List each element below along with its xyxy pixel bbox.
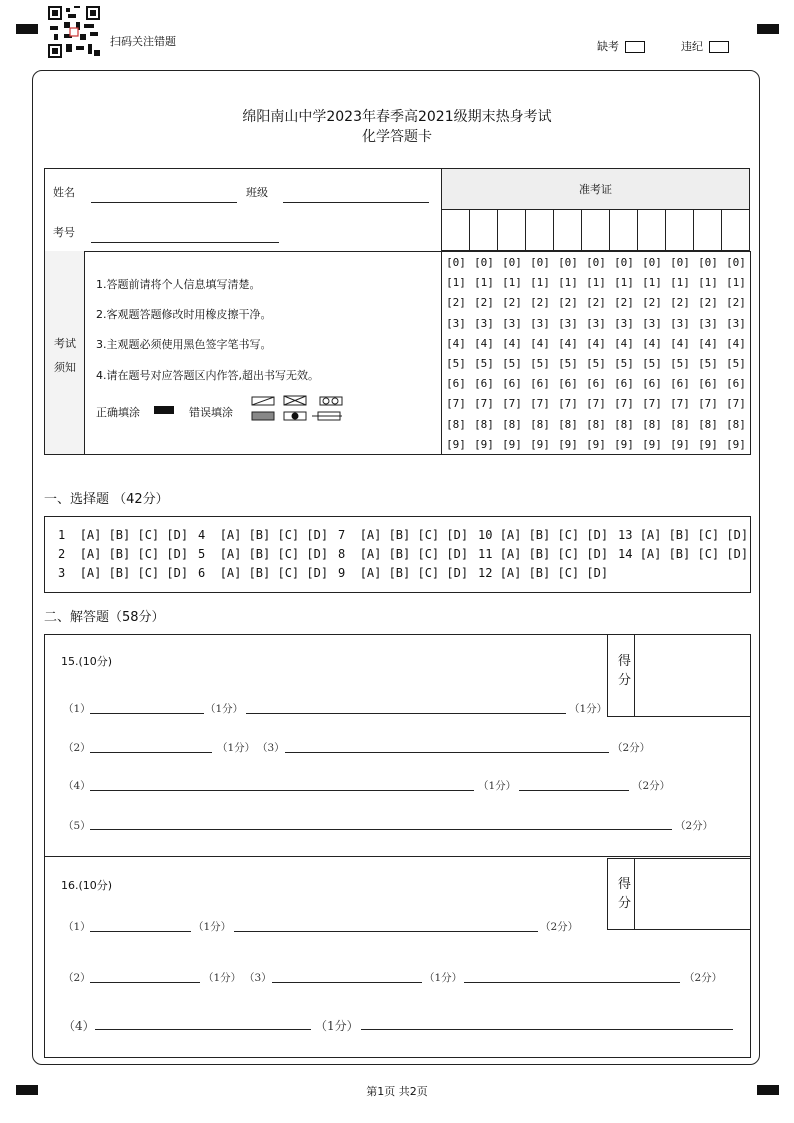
choice-options[interactable]: [A] [B] [C] [D] [219,547,329,561]
q15-part4-blank-b[interactable] [519,790,629,791]
q16-part4-blank-a[interactable] [95,1029,311,1030]
digit-bubble[interactable]: [4] [726,336,746,350]
digit-bubble[interactable]: [3] [642,316,662,330]
digit-bubble[interactable]: [5] [586,357,606,371]
digit-bubble[interactable]: [7] [502,397,522,411]
q16-part2-score: （1分） [203,972,242,984]
digit-bubble[interactable]: [8] [614,417,634,431]
choice-row-6[interactable] [198,566,328,580]
q15-part3-score: （2分） [612,742,651,754]
choice-options[interactable]: [A] [B] [C] [D] [219,528,329,542]
choice-options[interactable]: [A] [B] [C] [D] [79,547,189,561]
q15-part4-score-b: （2分） [632,780,671,792]
digit-bubble[interactable]: [7] [670,397,690,411]
q15-part4-label: （4） [63,780,91,792]
digit-column[interactable] [723,253,749,455]
digit-bubble[interactable]: [2] [530,296,550,310]
digit-bubble[interactable]: [3] [502,316,522,330]
qr-caption: 扫码关注错题 [110,35,176,48]
digit-bubble[interactable]: [5] [530,357,550,371]
digit-bubble[interactable]: [1] [502,276,522,290]
choice-row-1[interactable] [58,528,188,542]
absent-marker[interactable] [597,38,645,54]
digit-column[interactable] [639,253,665,455]
digit-bubble[interactable]: [6] [586,377,606,391]
class-label: 班级 [246,186,268,199]
digit-bubble[interactable]: [3] [586,316,606,330]
digit-bubble[interactable]: [2] [614,296,634,310]
digit-bubble[interactable]: [9] [642,437,662,451]
class-field[interactable] [283,202,429,203]
digit-bubble[interactable]: [6] [614,377,634,391]
q15-score-label-1: 得 [618,654,632,669]
q15-part5-label: （5） [63,820,91,832]
choice-row-11[interactable] [478,547,608,561]
digit-bubble[interactable]: [6] [558,377,578,391]
choice-options[interactable]: [A] [B] [C] [D] [219,566,329,580]
correct-fill-sample [154,406,174,414]
digit-bubble[interactable]: [9] [474,437,494,451]
digit-bubble[interactable]: [8] [642,417,662,431]
q16-part4-score: （1分） [315,1019,359,1033]
digit-bubble[interactable]: [6] [726,377,746,391]
digit-bubble[interactable]: [2] [558,296,578,310]
digit-bubble[interactable]: [5] [474,357,494,371]
digit-column[interactable] [667,253,693,455]
exam-no-label: 考号 [53,226,75,239]
digit-bubble[interactable]: [3] [670,316,690,330]
digit-bubble[interactable]: [0] [474,256,494,269]
admission-header [442,169,750,210]
q15-part4-score-a: （1分） [478,780,517,792]
admission-label: 准考证 [579,183,612,196]
digit-column[interactable] [583,253,609,455]
question-number: 11 [478,547,493,561]
digit-bubble[interactable]: [4] [670,336,690,350]
question-number: 1 [58,528,66,542]
digit-bubble[interactable]: [1] [474,276,494,290]
question-number: 8 [338,547,346,561]
question-number: 14 [618,547,633,561]
admission-digit-box[interactable] [582,210,610,251]
digit-bubble[interactable]: [5] [502,357,522,371]
q15-part2-label: （2） [63,742,91,754]
choice-options[interactable]: [A] [B] [C] [D] [499,528,609,542]
question-number: 3 [58,566,66,580]
digit-bubble[interactable]: [5] [698,357,718,371]
question-number: 13 [618,528,633,542]
digit-bubble[interactable]: [2] [698,296,718,310]
digit-bubble[interactable]: [5] [614,357,634,371]
name-label: 姓名 [53,186,75,199]
admission-digit-box[interactable] [526,210,554,251]
q16-score-label-2: 分 [618,896,632,911]
digit-bubble[interactable]: [3] [530,316,550,330]
q16-part3-blank-b[interactable] [464,982,680,983]
question-number: 6 [198,566,206,580]
digit-bubble[interactable]: [3] [726,316,746,330]
q15-score-divider [634,634,635,717]
digit-bubble[interactable]: [0] [642,256,662,269]
digit-bubble[interactable]: [0] [670,256,690,269]
digit-bubble[interactable]: [1] [670,276,690,290]
digit-bubble[interactable]: [5] [642,357,662,371]
digit-bubble[interactable]: [6] [530,377,550,391]
notice-item-2: 2.客观题答题修改时用橡皮擦干净。 [96,308,272,321]
digit-bubble[interactable]: [9] [698,437,718,451]
digit-bubble[interactable]: [0] [558,256,578,269]
notice-side-bottom: 须知 [54,361,76,374]
digit-bubble[interactable]: [5] [726,357,746,371]
digit-column[interactable] [527,253,553,455]
choice-options[interactable]: [A] [B] [C] [D] [359,566,469,580]
digit-bubble[interactable]: [1] [726,276,746,290]
digit-bubble[interactable]: [1] [614,276,634,290]
digit-column[interactable] [695,253,721,455]
digit-bubble[interactable]: [3] [614,316,634,330]
digit-bubble[interactable]: [4] [586,336,606,350]
wrong-fill-label: 错误填涂 [189,406,233,419]
wrong-fill-samples [250,395,346,425]
q16-score-label-1: 得 [618,877,632,892]
digit-bubble[interactable]: [9] [726,437,746,451]
q16-part3-score-a: （1分） [424,972,463,984]
choice-row-10[interactable] [478,528,608,542]
name-field[interactable] [91,202,237,203]
digit-bubble[interactable]: [1] [698,276,718,290]
digit-column[interactable] [555,253,581,455]
admission-digit-box[interactable] [442,210,470,251]
digit-bubble[interactable]: [6] [446,377,466,391]
notice-item-4: 4.请在题号对应答题区内作答,超出书写无效。 [96,369,319,382]
q16-part1-score-b: （2分） [540,921,579,933]
digit-bubble[interactable]: [0] [586,256,606,269]
absent-label: 缺考 [597,40,619,53]
choice-row-7[interactable] [338,528,468,542]
digit-bubble[interactable]: [8] [446,417,466,431]
digit-bubble[interactable]: [2] [502,296,522,310]
q15-part1-score-a: （1分） [205,703,244,715]
digit-bubble[interactable]: [9] [446,437,466,451]
q16-part1-blank-a[interactable] [90,931,191,932]
digit-bubble[interactable]: [3] [698,316,718,330]
digit-bubble[interactable]: [4] [474,336,494,350]
digit-bubble[interactable]: [6] [474,377,494,391]
digit-bubble[interactable]: [5] [446,357,466,371]
alignment-mark-top-left [16,24,38,34]
admission-number-grid [441,168,750,251]
digit-bubble[interactable]: [4] [614,336,634,350]
notice-item-3: 3.主观题必须使用黑色签字笔书写。 [96,338,272,351]
q16-title: 16.(10分) [61,879,113,892]
digit-bubble[interactable]: [8] [670,417,690,431]
digit-bubble[interactable]: [4] [558,336,578,350]
digit-bubble[interactable]: [1] [558,276,578,290]
q15-part1-blank-b[interactable] [246,713,566,714]
choice-options[interactable]: [A] [B] [C] [D] [499,547,609,561]
violation-checkbox[interactable] [709,41,729,53]
digit-bubble[interactable]: [7] [642,397,662,411]
choice-row-5[interactable] [198,547,328,561]
digit-bubble[interactable]: [0] [698,256,718,269]
q15-part5-score: （2分） [675,820,714,832]
digit-bubble[interactable]: [4] [502,336,522,350]
digit-bubble[interactable]: [4] [530,336,550,350]
q16-part3-label: （3） [244,972,272,984]
choice-options[interactable]: [A] [B] [C] [D] [639,547,749,561]
digit-bubble[interactable]: [1] [530,276,550,290]
digit-bubble[interactable]: [5] [558,357,578,371]
digit-bubble[interactable]: [2] [726,296,746,310]
q16-part4-blank-b[interactable] [361,1029,733,1030]
page-footer: 第1页 共2页 [366,1085,428,1098]
q15-part2-blank[interactable] [90,752,212,753]
exam-no-field[interactable] [91,242,279,243]
admission-digit-box[interactable] [610,210,638,251]
digit-bubble[interactable]: [4] [446,336,466,350]
question-number: 9 [338,566,346,580]
question-number: 7 [338,528,346,542]
digit-bubble[interactable]: [6] [670,377,690,391]
q16-part4-label: （4） [63,1019,95,1033]
digit-bubble[interactable]: [8] [502,417,522,431]
choice-row-13[interactable] [618,528,748,542]
digit-bubble[interactable]: [7] [558,397,578,411]
digit-bubble[interactable]: [8] [558,417,578,431]
digit-bubble[interactable]: [9] [614,437,634,451]
q16-part3-blank-a[interactable] [272,982,422,983]
digit-bubble[interactable]: [8] [726,417,746,431]
absent-checkbox[interactable] [625,41,645,53]
digit-bubble[interactable]: [9] [502,437,522,451]
q16-part1-label: （1） [63,921,91,933]
digit-bubble[interactable]: [9] [670,437,690,451]
digit-bubble[interactable]: [7] [446,397,466,411]
digit-bubble[interactable]: [7] [530,397,550,411]
choice-row-9[interactable] [338,566,468,580]
q15-part5-blank[interactable] [90,829,672,830]
digit-bubble[interactable]: [6] [698,377,718,391]
admission-digit-box[interactable] [554,210,582,251]
q15-part1-label: （1） [63,703,91,715]
admission-digit-box[interactable] [498,210,526,251]
digit-bubble[interactable]: [0] [726,256,746,269]
correct-fill-label: 正确填涂 [96,406,140,419]
question-number: 12 [478,566,493,580]
digit-bubble[interactable]: [8] [698,417,718,431]
digit-bubble[interactable]: [0] [446,256,466,269]
qr-code [48,6,100,58]
digit-column[interactable] [443,253,469,455]
choice-row-3[interactable] [58,566,188,580]
digit-bubble[interactable]: [2] [670,296,690,310]
student-info-box [44,168,442,252]
choice-options[interactable]: [A] [B] [C] [D] [639,528,749,542]
notice-item-1: 1.答题前请将个人信息填写清楚。 [96,278,261,291]
digit-bubble[interactable]: [1] [446,276,466,290]
digit-column[interactable] [471,253,497,455]
admission-digit-box[interactable] [722,210,750,251]
q15-part1-score-b: （1分） [569,703,608,715]
digit-bubble[interactable]: [4] [642,336,662,350]
q16-part1-score-a: （1分） [193,921,232,933]
q16-score-divider [634,858,635,930]
digit-bubble[interactable]: [2] [642,296,662,310]
notice-side-label [45,251,85,454]
digit-bubble[interactable]: [9] [586,437,606,451]
digit-bubble[interactable]: [9] [558,437,578,451]
digit-bubble[interactable]: [7] [474,397,494,411]
digit-bubble[interactable]: [2] [474,296,494,310]
q15-part3-blank[interactable] [285,752,609,753]
digit-bubble[interactable]: [8] [586,417,606,431]
digit-bubble[interactable]: [7] [726,397,746,411]
choice-options[interactable]: [A] [B] [C] [D] [79,528,189,542]
digit-bubble[interactable]: [8] [530,417,550,431]
q16-part2-label: （2） [63,972,91,984]
question-number: 5 [198,547,206,561]
choice-row-12[interactable] [478,566,608,580]
violation-label: 违纪 [681,40,703,53]
q16-part2-blank[interactable] [90,982,200,983]
digit-bubble[interactable]: [6] [642,377,662,391]
digit-column[interactable] [611,253,637,455]
choice-row-14[interactable] [618,547,748,561]
question-number: 2 [58,547,66,561]
digit-bubble[interactable]: [8] [474,417,494,431]
question-number: 10 [478,528,493,542]
exam-subtitle: 化学答题卡 [362,129,432,145]
digit-bubble[interactable]: [7] [698,397,718,411]
digit-bubble[interactable]: [9] [530,437,550,451]
q15-title: 15.(10分) [61,655,113,668]
admission-digit-box[interactable] [470,210,498,251]
digit-bubble[interactable]: [1] [642,276,662,290]
q15-part3-label: （3） [257,742,285,754]
choice-options[interactable]: [A] [B] [C] [D] [359,528,469,542]
digit-bubble[interactable]: [2] [446,296,466,310]
choice-row-2[interactable] [58,547,188,561]
digit-bubble[interactable]: [0] [530,256,550,269]
choice-options[interactable]: [A] [B] [C] [D] [499,566,609,580]
question-number: 4 [198,528,206,542]
digit-bubble[interactable]: [3] [558,316,578,330]
alignment-mark-top-right [757,24,779,34]
q15-part4-blank-a[interactable] [90,790,474,791]
digit-bubble[interactable]: [6] [502,377,522,391]
digit-bubble[interactable]: [4] [698,336,718,350]
q15-score-label-2: 分 [618,673,632,688]
digit-bubble[interactable]: [1] [586,276,606,290]
digit-bubble[interactable]: [7] [614,397,634,411]
digit-bubble[interactable]: [0] [614,256,634,269]
q16-part3-score-b: （2分） [684,972,723,984]
choice-row-8[interactable] [338,547,468,561]
digit-bubble[interactable]: [0] [502,256,522,269]
violation-marker[interactable] [681,38,729,54]
choice-options[interactable]: [A] [B] [C] [D] [79,566,189,580]
section2-title: 二、解答题（58分） [44,610,165,625]
notice-side-top: 考试 [54,337,76,350]
choice-row-4[interactable] [198,528,328,542]
digit-bubble[interactable]: [2] [586,296,606,310]
digit-bubble[interactable]: [3] [446,316,466,330]
admission-digit-box[interactable] [694,210,722,251]
exam-title: 绵阳南山中学2023年春季高2021级期末热身考试 [242,109,552,125]
admission-digit-box[interactable] [638,210,666,251]
digit-bubble[interactable]: [7] [586,397,606,411]
admission-digit-box[interactable] [666,210,694,251]
digit-bubble[interactable]: [5] [670,357,690,371]
q15-part1-blank-a[interactable] [90,713,204,714]
choice-options[interactable]: [A] [B] [C] [D] [359,547,469,561]
q15-part2-score: （1分） [217,742,256,754]
section1-title: 一、选择题 （42分） [44,492,169,507]
q16-part1-blank-b[interactable] [234,931,538,932]
digit-bubble[interactable]: [3] [474,316,494,330]
digit-column[interactable] [499,253,525,455]
